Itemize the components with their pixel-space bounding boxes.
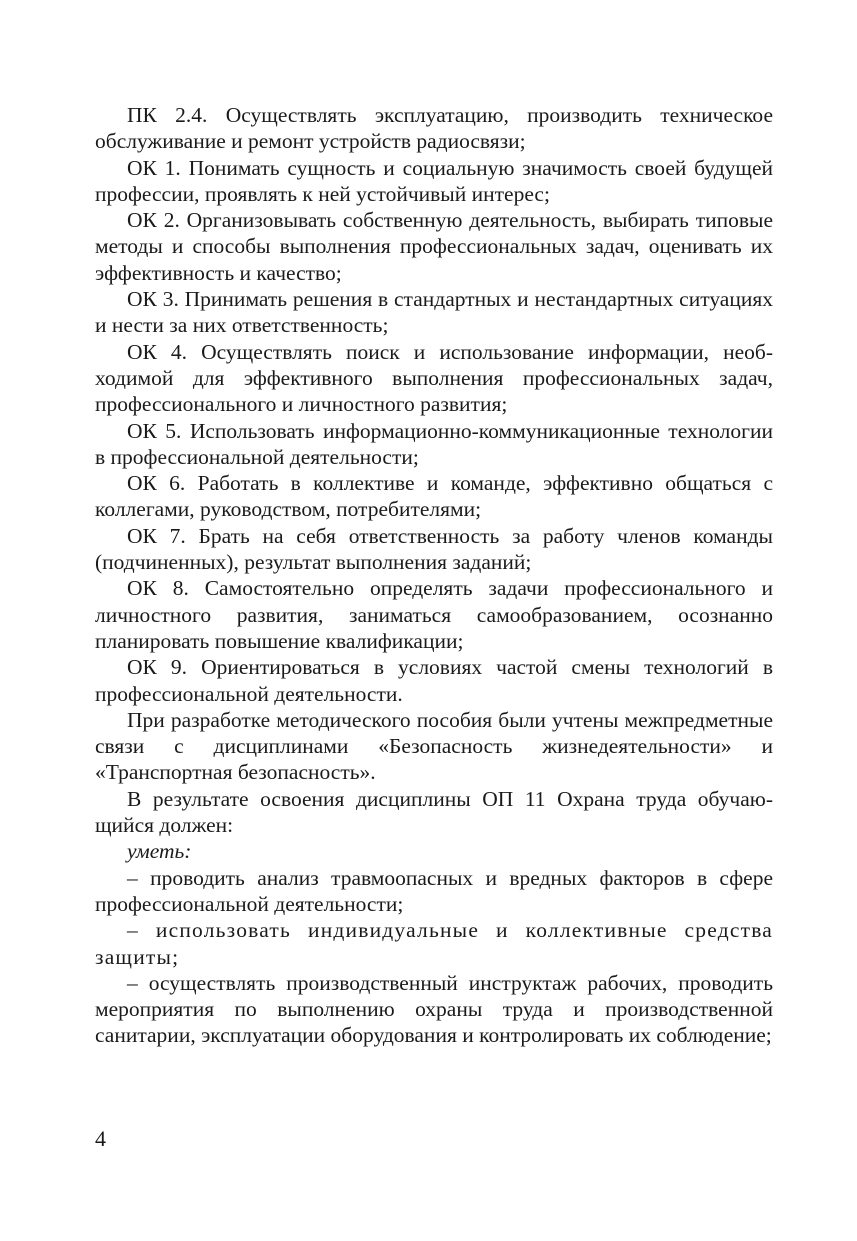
skills-heading: уметь: — [127, 839, 192, 864]
paragraph-ok-9: ОК 9. Ориентироваться в условиях частой смены технологий в профессиональной деятельности. — [95, 655, 773, 706]
paragraph-ok-5: ОК 5. Использовать информационно-коммуникационные технологии в профессиональной деятельности; — [95, 418, 773, 469]
skill-item-protective-equipment: – использовать индивидуальные и коллективные средства защиты; — [95, 918, 773, 969]
page-number: 4 — [95, 1126, 106, 1151]
paragraph-ok-2: ОК 2. Организовывать собственную деятельность, выбирать типовые методы и способы выполнения профессиональных задач, оценивать их эффективность и качество; — [95, 208, 773, 285]
paragraph-ok-1: ОК 1. Понимать сущность и социальную значимость своей будущей профессии, проявлять к ней устойчивый интерес; — [95, 155, 773, 206]
paragraph-ok-7: ОК 7. Брать на себя ответственность за работу членов команды (подчиненных), результат выполнения заданий; — [95, 523, 773, 575]
paragraph-learning-outcome-intro: В результате освоения дисциплины ОП 11 Охрана труда обучающийся должен: — [95, 786, 773, 838]
skill-item-instruction: – осуществлять производственный инструктаж рабочих, проводить мероприятия по выполнению охраны труда и производственной санитарии, эксплуатации оборудования и контролировать их соблюдение; — [95, 970, 773, 1048]
paragraph-ok-8: ОК 8. Самостоятельно определять задачи профессионального и личностного развития, заниматься самообразованием, осознанно планировать повышение квалификации; — [95, 576, 773, 653]
page-body — [95, 102, 773, 1049]
skill-item-hazard-analysis: – проводить анализ травмоопасных и вредных факторов в сфере профессиональной деятельности; — [95, 865, 773, 916]
paragraph-ok-3: ОК 3. Принимать решения в стандартных и нестандартных ситуациях и нести за них ответственность; — [95, 287, 773, 338]
paragraph-ok-6: ОК 6. Работать в коллективе и команде, эффективно общаться с коллегами, руководством, потребителями; — [95, 471, 773, 522]
paragraph-interdisciplinary-links: При разработке методического пособия были учтены межпредметные связи с дисциплинами «Безопасность жизнедеятельности» и «Транспортная безопасность». — [95, 707, 773, 785]
paragraph-pk-2-4: ПК 2.4. Осуществлять эксплуатацию, производить техническое обслуживание и ремонт устройств радиосвязи; — [95, 103, 773, 154]
paragraph-ok-4: ОК 4. Осуществлять поиск и использование информации, необходимой для эффективного выполнения профессиональных задач, профессионального и личностного развития; — [95, 339, 773, 417]
